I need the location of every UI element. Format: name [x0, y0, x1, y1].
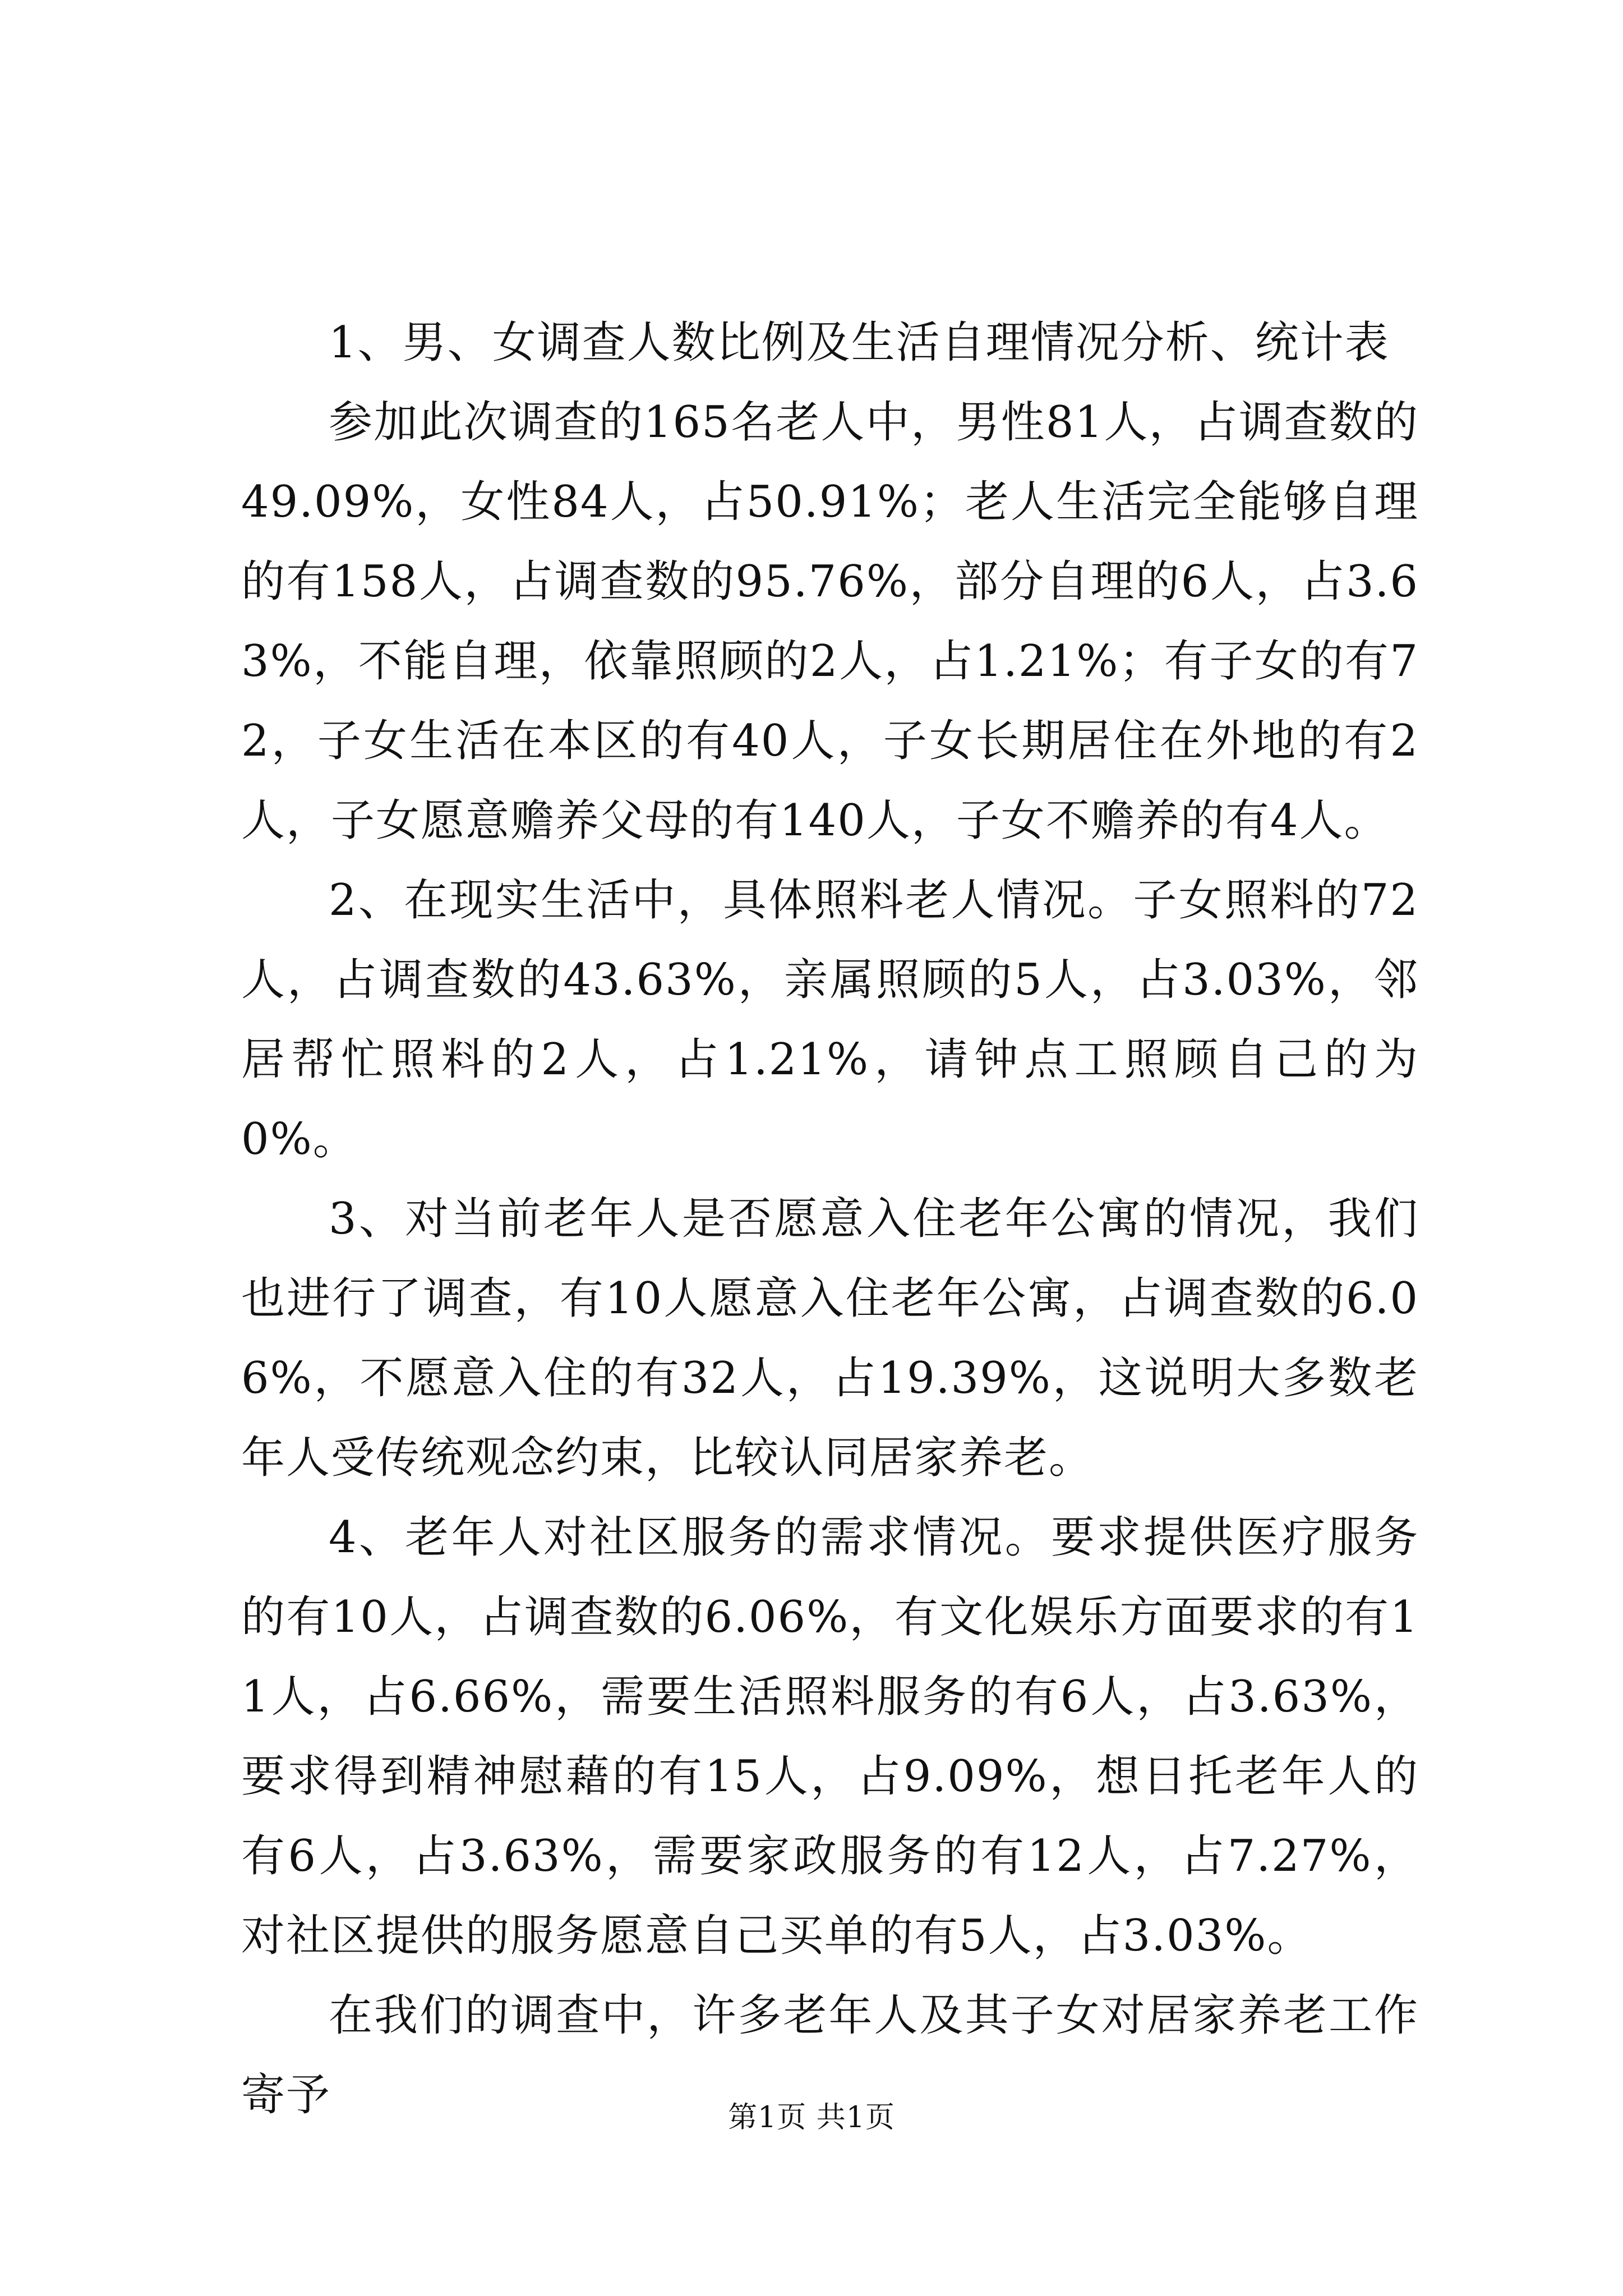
- paragraph-survey-summary: 参加此次调查的165名老人中，男性81人，占调查数的49.09%，女性84人，占50.91%；老人生活完全能够自理的有158人，占调查数的95.76%，部分自理的6人，占3.63%，不能自理，依靠照顾的2人，占1.21%；有子女的有72，子女生活在本区的有40人，子女长期居住在外地的有2人，子女愿意赡养父母的有140人，子女不赡养的有4人。: [241, 397, 1419, 846]
- paragraph-care-situation: 2、在现实生活中，具体照料老人情况。子女照料的72人，占调查数的43.63%，亲属照顾的5人，占3.03%，邻居帮忙照料的2人，占1.21%，请钟点工照顾自己的为0%。: [241, 875, 1419, 1165]
- paragraph-heading-1: 1、男、女调查人数比例及生活自理情况分析、统计表: [329, 318, 1390, 368]
- page-number: 第1页 共1页: [728, 2101, 895, 2134]
- paragraph-apartment-willingness: 3、对当前老年人是否愿意入住老年公寓的情况，我们也进行了调查，有10人愿意入住老年公寓，占调查数的6.06%，不愿意入住的有32人，占19.39%，这说明大多数老年人受传统观念约束，比较认同居家养老。: [241, 1194, 1419, 1483]
- paragraph-conclusion-start: 在我们的调查中，许多老年人及其子女对居家养老工作寄予: [241, 1990, 1419, 2120]
- document-body: [241, 303, 1419, 2135]
- paragraph-service-demand: 4、老年人对社区服务的需求情况。要求提供医疗服务的有10人，占调查数的6.06%，有文化娱乐方面要求的有11人，占6.66%，需要生活照料服务的有6人，占3.63%，要求得到精神慰藉的有15人，占9.09%，想日托老年人的有6人，占3.63%，需要家政服务的有12人，占7.27%，对社区提供的服务愿意自己买单的有5人，占3.03%。: [241, 1512, 1419, 1961]
- page-footer: [0, 2098, 1623, 2137]
